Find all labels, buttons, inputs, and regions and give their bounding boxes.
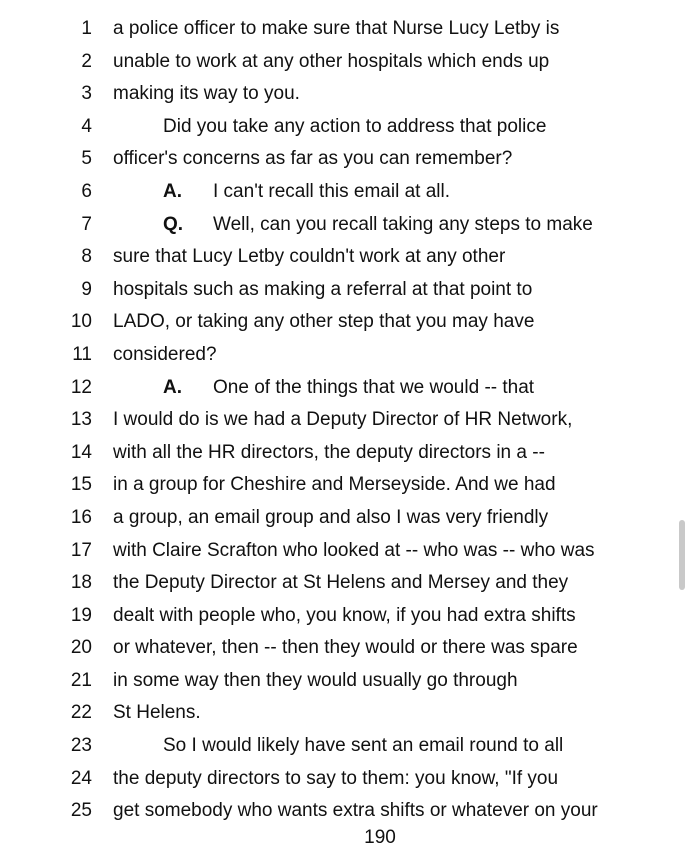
page-number: 190 — [364, 827, 396, 848]
transcript-line-15 — [0, 469, 687, 502]
transcript-line-19 — [0, 600, 687, 633]
line-text: a police officer to make sure that Nurse Lucy Letby is — [113, 18, 560, 39]
line-number: 17 — [70, 539, 92, 561]
question-marker: Q. — [163, 213, 184, 235]
question-line — [163, 209, 593, 242]
line-number: 1 — [81, 18, 92, 39]
transcript-line-10 — [0, 306, 687, 339]
transcript-page — [0, 13, 687, 828]
answer-marker: A. — [163, 376, 182, 398]
line-text: a group, an email group and also I was very friendly — [113, 506, 549, 528]
line-number: 18 — [70, 572, 92, 594]
line-text: the Deputy Director at St Helens and Mersey and they — [113, 572, 569, 594]
line-text: I would do is we had a Deputy Director of HR Network, — [113, 409, 573, 431]
transcript-line-20 — [0, 632, 687, 665]
answer-marker: A. — [163, 180, 182, 202]
line-text: I can't recall this email at all. — [213, 180, 450, 202]
transcript-line-8 — [0, 241, 687, 274]
line-text: in some way then they would usually go through — [113, 669, 518, 691]
transcript-line-25 — [0, 795, 687, 828]
line-text: considered? — [113, 343, 217, 365]
line-number: 16 — [70, 506, 92, 528]
transcript-line-14 — [0, 437, 687, 470]
line-number: 23 — [70, 735, 92, 757]
answer-line — [163, 176, 450, 209]
transcript-line-21 — [0, 665, 687, 698]
line-text: One of the things that we would -- that — [213, 376, 535, 398]
line-text: unable to work at any other hospitals which ends up — [113, 50, 550, 72]
line-number: 22 — [70, 702, 92, 724]
line-number: 12 — [70, 376, 92, 398]
transcript-line-4 — [0, 111, 687, 144]
scrollbar-thumb[interactable] — [679, 520, 685, 590]
transcript-line-3 — [0, 78, 687, 111]
line-number: 5 — [81, 148, 92, 170]
line-text: with Claire Scrafton who looked at -- who was -- who was — [113, 539, 595, 561]
transcript-line-12 — [0, 372, 687, 405]
line-number: 2 — [81, 50, 92, 72]
line-number: 6 — [81, 180, 92, 202]
transcript-line-6 — [0, 176, 687, 209]
line-number: 15 — [70, 474, 92, 496]
transcript-line-7 — [0, 209, 687, 242]
line-number: 8 — [81, 246, 92, 268]
line-number: 25 — [70, 800, 92, 822]
line-text: St Helens. — [113, 702, 201, 724]
line-text: or whatever, then -- then they would or there was spare — [113, 637, 578, 659]
line-number: 20 — [70, 637, 92, 659]
line-text: LADO, or taking any other step that you may have — [113, 311, 535, 333]
transcript-line-24 — [0, 763, 687, 796]
line-text: Did you take any action to address that police — [163, 115, 547, 137]
transcript-line-16 — [0, 502, 687, 535]
line-number: 21 — [70, 669, 92, 691]
line-number: 3 — [81, 83, 92, 105]
transcript-line-18 — [0, 567, 687, 600]
line-text: So I would likely have sent an email round to all — [163, 735, 564, 757]
transcript-line-1 — [0, 13, 687, 46]
transcript-line-17 — [0, 535, 687, 568]
line-text: get somebody who wants extra shifts or whatever on your — [113, 800, 598, 822]
transcript-line-13 — [0, 404, 687, 437]
line-number: 13 — [70, 409, 92, 431]
transcript-line-11 — [0, 339, 687, 372]
line-number: 4 — [81, 115, 92, 137]
line-text: the deputy directors to say to them: you know, "If you — [113, 767, 559, 789]
line-number: 7 — [81, 213, 92, 235]
line-text: sure that Lucy Letby couldn't work at any other — [113, 246, 506, 268]
line-text: with all the HR directors, the deputy directors in a -- — [113, 441, 545, 463]
line-number: 19 — [70, 604, 92, 626]
transcript-line-9 — [0, 274, 687, 307]
line-number: 14 — [70, 441, 92, 463]
line-text: Well, can you recall taking any steps to make — [213, 213, 593, 235]
line-text: hospitals such as making a referral at that point to — [113, 278, 533, 300]
line-text: dealt with people who, you know, if you had extra shifts — [113, 604, 576, 626]
transcript-line-2 — [0, 46, 687, 79]
line-number: 24 — [70, 767, 92, 789]
line-text: in a group for Cheshire and Merseyside. And we had — [113, 474, 556, 496]
transcript-line-5 — [0, 143, 687, 176]
transcript-line-23 — [0, 730, 687, 763]
line-text: officer's concerns as far as you can remember? — [113, 148, 513, 170]
line-number: 10 — [70, 311, 92, 333]
line-number: 11 — [72, 343, 92, 365]
line-number: 9 — [81, 278, 92, 300]
line-text: making its way to you. — [113, 83, 300, 105]
transcript-line-22 — [0, 697, 687, 730]
answer-line — [163, 372, 534, 405]
